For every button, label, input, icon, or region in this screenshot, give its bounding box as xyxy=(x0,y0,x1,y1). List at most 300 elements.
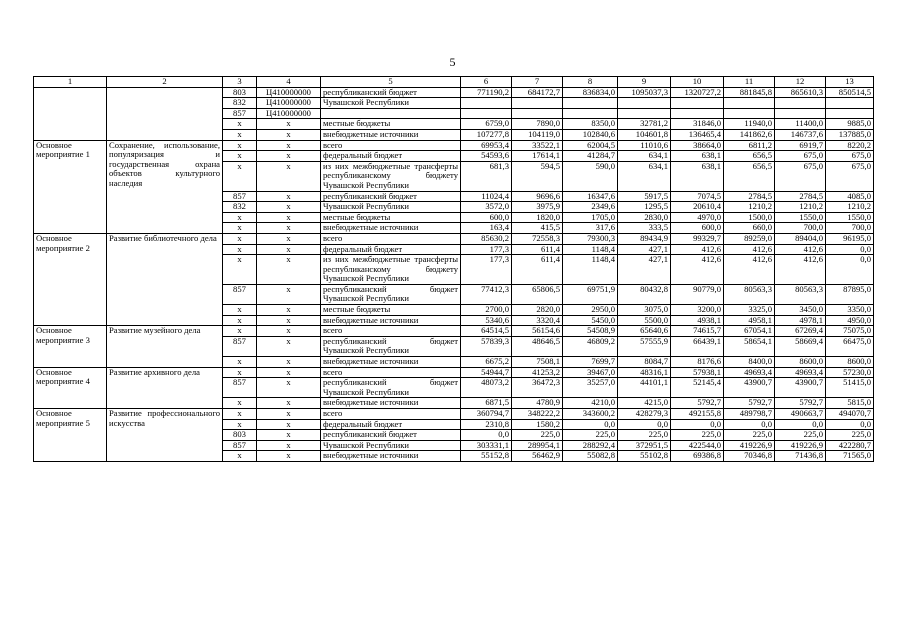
value-cell: 71565,0 xyxy=(826,451,874,462)
value-cell: 36472,3 xyxy=(512,378,563,398)
value-cell: 57839,3 xyxy=(461,336,512,356)
funding-source-cell: республиканский бюджет Чувашской Республики xyxy=(321,284,461,304)
value-cell: 56462,9 xyxy=(512,451,563,462)
value-cell: 1148,4 xyxy=(563,244,618,255)
code-target-cell: х xyxy=(257,129,321,140)
budget-table xyxy=(33,76,874,462)
value-cell: 638,1 xyxy=(671,151,724,162)
value-cell xyxy=(618,98,671,109)
value-cell: 48646,5 xyxy=(512,336,563,356)
code-target-cell: х xyxy=(257,336,321,356)
value-cell: 177,3 xyxy=(461,244,512,255)
code-grbs-cell: х xyxy=(223,419,257,430)
value-cell: 700,0 xyxy=(826,223,874,234)
code-target-cell: х xyxy=(257,398,321,409)
value-cell: 75075,0 xyxy=(826,326,874,337)
code-target-cell: х xyxy=(257,233,321,244)
code-grbs-cell: 803 xyxy=(223,430,257,441)
value-cell: 58654,1 xyxy=(724,336,775,356)
column-header: 8 xyxy=(563,77,618,88)
value-cell: 70346,8 xyxy=(724,451,775,462)
value-cell: 1295,5 xyxy=(618,202,671,213)
value-cell: 39467,0 xyxy=(563,367,618,378)
value-cell: 1550,0 xyxy=(826,212,874,223)
value-cell: 1500,0 xyxy=(724,212,775,223)
value-cell: 427,1 xyxy=(618,244,671,255)
code-target-cell: Ц410000000 xyxy=(257,98,321,109)
code-grbs-cell: 857 xyxy=(223,191,257,202)
value-cell xyxy=(826,108,874,119)
value-cell xyxy=(461,108,512,119)
value-cell xyxy=(775,108,826,119)
table-row xyxy=(34,409,874,420)
code-grbs-cell: х xyxy=(223,244,257,255)
column-header: 5 xyxy=(321,77,461,88)
code-grbs-cell: х xyxy=(223,315,257,326)
value-cell: 104119,0 xyxy=(512,129,563,140)
value-cell: 69751,9 xyxy=(563,284,618,304)
funding-source-cell: местные бюджеты xyxy=(321,212,461,223)
code-target-cell: Ц410000000 xyxy=(257,87,321,98)
code-grbs-cell: х xyxy=(223,129,257,140)
funding-source-cell: местные бюджеты xyxy=(321,305,461,316)
value-cell: 7508,1 xyxy=(512,357,563,368)
value-cell: 8084,7 xyxy=(618,357,671,368)
value-cell: 85630,2 xyxy=(461,233,512,244)
code-target-cell: х xyxy=(257,212,321,223)
code-target-cell: х xyxy=(257,367,321,378)
value-cell xyxy=(512,98,563,109)
value-cell: 0,0 xyxy=(724,419,775,430)
value-cell: 163,4 xyxy=(461,223,512,234)
value-cell: 225,0 xyxy=(724,430,775,441)
value-cell: 675,0 xyxy=(826,161,874,191)
funding-source-cell: всего xyxy=(321,409,461,420)
value-cell: 0,0 xyxy=(618,419,671,430)
value-cell: 656,5 xyxy=(724,161,775,191)
value-cell: 11024,4 xyxy=(461,191,512,202)
column-header: 4 xyxy=(257,77,321,88)
value-cell: 865610,3 xyxy=(775,87,826,98)
value-cell: 675,0 xyxy=(775,161,826,191)
value-cell xyxy=(826,98,874,109)
value-cell: 1210,2 xyxy=(724,202,775,213)
value-cell: 675,0 xyxy=(826,151,874,162)
value-cell: 5340,6 xyxy=(461,315,512,326)
code-grbs-cell: х xyxy=(223,409,257,420)
value-cell: 2310,8 xyxy=(461,419,512,430)
funding-source-cell: республиканский бюджет xyxy=(321,87,461,98)
value-cell: 225,0 xyxy=(618,430,671,441)
value-cell: 0,0 xyxy=(775,419,826,430)
value-cell: 57555,9 xyxy=(618,336,671,356)
table-row xyxy=(34,140,874,151)
value-cell: 11940,0 xyxy=(724,119,775,130)
value-cell: 48316,1 xyxy=(618,367,671,378)
value-cell xyxy=(512,108,563,119)
funding-source-cell: республиканский бюджет Чувашской Республики xyxy=(321,336,461,356)
activity-name-cell xyxy=(34,87,107,140)
value-cell: 20610,4 xyxy=(671,202,724,213)
funding-source-cell: федеральный бюджет xyxy=(321,244,461,255)
value-cell: 41253,2 xyxy=(512,367,563,378)
code-target-cell: х xyxy=(257,284,321,304)
value-cell: 8220,2 xyxy=(826,140,874,151)
column-header: 9 xyxy=(618,77,671,88)
value-cell: 74615,7 xyxy=(671,326,724,337)
value-cell: 66439,1 xyxy=(671,336,724,356)
value-cell: 177,3 xyxy=(461,255,512,285)
funding-source-cell: внебюджетные источники xyxy=(321,223,461,234)
value-cell: 412,6 xyxy=(775,244,826,255)
value-cell: 44101,1 xyxy=(618,378,671,398)
value-cell: 348222,2 xyxy=(512,409,563,420)
code-grbs-cell: х xyxy=(223,151,257,162)
value-cell: 427,1 xyxy=(618,255,671,285)
value-cell: 67269,4 xyxy=(775,326,826,337)
activity-description-cell: Сохранение, использование, популяризация и государственная охрана объектов культурного наследия xyxy=(107,140,223,233)
activity-name-cell: Основное мероприятие 2 xyxy=(34,233,107,325)
value-cell: 89404,0 xyxy=(775,233,826,244)
value-cell: 415,5 xyxy=(512,223,563,234)
funding-source-cell: республиканский бюджет xyxy=(321,191,461,202)
value-cell: 836834,0 xyxy=(563,87,618,98)
code-grbs-cell: х xyxy=(223,223,257,234)
code-target-cell: х xyxy=(257,419,321,430)
code-target-cell: х xyxy=(257,244,321,255)
code-grbs-cell: х xyxy=(223,451,257,462)
code-grbs-cell: х xyxy=(223,161,257,191)
value-cell: 5792,7 xyxy=(775,398,826,409)
value-cell: 41284,7 xyxy=(563,151,618,162)
code-target-cell: х xyxy=(257,151,321,162)
value-cell: 57230,0 xyxy=(826,367,874,378)
value-cell xyxy=(563,98,618,109)
value-cell: 11400,0 xyxy=(775,119,826,130)
value-cell: 0,0 xyxy=(461,430,512,441)
value-cell: 372951,5 xyxy=(618,440,671,451)
code-target-cell: х xyxy=(257,140,321,151)
column-header: 7 xyxy=(512,77,563,88)
funding-source-cell: всего xyxy=(321,140,461,151)
value-cell: 489798,7 xyxy=(724,409,775,420)
page-number: 5 xyxy=(449,55,456,69)
value-cell xyxy=(775,98,826,109)
funding-source-cell: федеральный бюджет xyxy=(321,151,461,162)
value-cell: 2700,0 xyxy=(461,305,512,316)
value-cell: 3075,0 xyxy=(618,305,671,316)
value-cell: 33522,1 xyxy=(512,140,563,151)
value-cell: 594,5 xyxy=(512,161,563,191)
value-cell: 419226,9 xyxy=(724,440,775,451)
value-cell: 46809,2 xyxy=(563,336,618,356)
value-cell: 412,6 xyxy=(671,255,724,285)
value-cell xyxy=(724,98,775,109)
value-cell: 67054,1 xyxy=(724,326,775,337)
value-cell: 0,0 xyxy=(826,419,874,430)
value-cell: 54508,9 xyxy=(563,326,618,337)
value-cell: 4938,1 xyxy=(671,315,724,326)
value-cell: 54944,7 xyxy=(461,367,512,378)
column-header: 11 xyxy=(724,77,775,88)
funding-source-cell: всего xyxy=(321,233,461,244)
value-cell: 6871,5 xyxy=(461,398,512,409)
code-target-cell: х xyxy=(257,357,321,368)
value-cell: 5815,0 xyxy=(826,398,874,409)
column-header: 13 xyxy=(826,77,874,88)
funding-source-cell: Чувашской Республики xyxy=(321,202,461,213)
value-cell: 1550,0 xyxy=(775,212,826,223)
code-target-cell: х xyxy=(257,119,321,130)
value-cell: 65806,5 xyxy=(512,284,563,304)
funding-source-cell: республиканский бюджет xyxy=(321,430,461,441)
value-cell: 31846,0 xyxy=(671,119,724,130)
value-cell: 419226,9 xyxy=(775,440,826,451)
table-row xyxy=(34,87,874,98)
funding-source-cell: всего xyxy=(321,367,461,378)
value-cell: 6811,2 xyxy=(724,140,775,151)
value-cell: 303331,1 xyxy=(461,440,512,451)
value-cell: 2820,0 xyxy=(512,305,563,316)
code-target-cell: х xyxy=(257,191,321,202)
value-cell: 56154,6 xyxy=(512,326,563,337)
value-cell: 79300,3 xyxy=(563,233,618,244)
activity-name-cell: Основное мероприятие 1 xyxy=(34,140,107,233)
value-cell: 43900,7 xyxy=(775,378,826,398)
code-grbs-cell: 857 xyxy=(223,284,257,304)
value-cell: 51415,0 xyxy=(826,378,874,398)
code-grbs-cell: 857 xyxy=(223,336,257,356)
value-cell: 80563,3 xyxy=(724,284,775,304)
code-grbs-cell: х xyxy=(223,233,257,244)
value-cell: 8600,0 xyxy=(826,357,874,368)
value-cell: 52145,4 xyxy=(671,378,724,398)
code-target-cell: х xyxy=(257,378,321,398)
value-cell: 634,1 xyxy=(618,151,671,162)
value-cell: 4978,1 xyxy=(775,315,826,326)
value-cell: 600,0 xyxy=(671,223,724,234)
value-cell xyxy=(461,98,512,109)
value-cell: 90779,0 xyxy=(671,284,724,304)
value-cell: 492155,8 xyxy=(671,409,724,420)
value-cell: 656,5 xyxy=(724,151,775,162)
code-grbs-cell: х xyxy=(223,119,257,130)
table-row xyxy=(34,326,874,337)
value-cell: 6759,0 xyxy=(461,119,512,130)
value-cell: 225,0 xyxy=(826,430,874,441)
funding-source-cell: Чувашской Республики xyxy=(321,440,461,451)
value-cell: 771190,2 xyxy=(461,87,512,98)
value-cell: 1148,4 xyxy=(563,255,618,285)
code-target-cell: Ц410000000 xyxy=(257,108,321,119)
value-cell: 494070,7 xyxy=(826,409,874,420)
activity-description-cell: Развитие библиотечного дела xyxy=(107,233,223,325)
code-target-cell: х xyxy=(257,451,321,462)
activity-name-cell: Основное мероприятие 3 xyxy=(34,326,107,367)
value-cell xyxy=(618,108,671,119)
value-cell: 102840,6 xyxy=(563,129,618,140)
value-cell: 3200,0 xyxy=(671,305,724,316)
value-cell xyxy=(671,98,724,109)
value-cell: 5917,5 xyxy=(618,191,671,202)
value-cell: 66475,0 xyxy=(826,336,874,356)
code-grbs-cell: 832 xyxy=(223,98,257,109)
value-cell: 7890,0 xyxy=(512,119,563,130)
value-cell: 3325,0 xyxy=(724,305,775,316)
value-cell: 881845,8 xyxy=(724,87,775,98)
code-target-cell: х xyxy=(257,326,321,337)
value-cell: 2349,6 xyxy=(563,202,618,213)
code-target-cell: х xyxy=(257,161,321,191)
funding-source-cell: федеральный бюджет xyxy=(321,419,461,430)
value-cell: 80432,8 xyxy=(618,284,671,304)
value-cell: 5792,7 xyxy=(724,398,775,409)
value-cell: 3320,4 xyxy=(512,315,563,326)
code-grbs-cell: х xyxy=(223,367,257,378)
value-cell: 6675,2 xyxy=(461,357,512,368)
value-cell: 49693,4 xyxy=(775,367,826,378)
value-cell: 3975,9 xyxy=(512,202,563,213)
value-cell: 55102,8 xyxy=(618,451,671,462)
value-cell: 3350,0 xyxy=(826,305,874,316)
funding-source-cell: внебюджетные источники xyxy=(321,451,461,462)
value-cell: 99329,7 xyxy=(671,233,724,244)
value-cell: 16347,6 xyxy=(563,191,618,202)
value-cell: 80563,3 xyxy=(775,284,826,304)
value-cell: 634,1 xyxy=(618,161,671,191)
value-cell: 4215,0 xyxy=(618,398,671,409)
value-cell: 96195,0 xyxy=(826,233,874,244)
value-cell: 1820,0 xyxy=(512,212,563,223)
value-cell: 412,6 xyxy=(775,255,826,285)
value-cell: 4950,0 xyxy=(826,315,874,326)
value-cell: 77412,3 xyxy=(461,284,512,304)
value-cell: 7699,7 xyxy=(563,357,618,368)
code-grbs-cell: 832 xyxy=(223,202,257,213)
value-cell: 8600,0 xyxy=(775,357,826,368)
value-cell: 141862,6 xyxy=(724,129,775,140)
column-header: 10 xyxy=(671,77,724,88)
value-cell xyxy=(563,108,618,119)
code-grbs-cell: х xyxy=(223,326,257,337)
activity-description-cell: Развитие музейного дела xyxy=(107,326,223,367)
activity-description-cell: Развитие профессионального искусства xyxy=(107,409,223,462)
code-grbs-cell: х xyxy=(223,140,257,151)
activity-name-cell: Основное мероприятие 5 xyxy=(34,409,107,462)
value-cell: 8350,0 xyxy=(563,119,618,130)
value-cell: 2784,5 xyxy=(775,191,826,202)
value-cell: 104601,8 xyxy=(618,129,671,140)
value-cell: 5500,0 xyxy=(618,315,671,326)
value-cell: 8400,0 xyxy=(724,357,775,368)
value-cell: 289954,1 xyxy=(512,440,563,451)
code-target-cell: х xyxy=(257,255,321,285)
value-cell: 137885,0 xyxy=(826,129,874,140)
code-grbs-cell: х xyxy=(223,212,257,223)
value-cell: 9696,6 xyxy=(512,191,563,202)
funding-source-cell: из них межбюджетные трансферты республиканскому бюджету Чувашской Республики xyxy=(321,255,461,285)
value-cell: 11010,6 xyxy=(618,140,671,151)
value-cell: 428279,3 xyxy=(618,409,671,420)
value-cell: 87895,0 xyxy=(826,284,874,304)
value-cell: 49693,4 xyxy=(724,367,775,378)
funding-source-cell: внебюджетные источники xyxy=(321,129,461,140)
value-cell: 317,6 xyxy=(563,223,618,234)
value-cell: 638,1 xyxy=(671,161,724,191)
value-cell: 225,0 xyxy=(671,430,724,441)
value-cell: 1095037,3 xyxy=(618,87,671,98)
code-grbs-cell: 857 xyxy=(223,378,257,398)
value-cell: 2784,5 xyxy=(724,191,775,202)
value-cell: 43900,7 xyxy=(724,378,775,398)
value-cell: 69953,4 xyxy=(461,140,512,151)
value-cell: 5792,7 xyxy=(671,398,724,409)
value-cell: 225,0 xyxy=(775,430,826,441)
value-cell: 146737,6 xyxy=(775,129,826,140)
value-cell: 1210,2 xyxy=(775,202,826,213)
column-header: 1 xyxy=(34,77,107,88)
funding-source-cell: республиканский бюджет Чувашской Республики xyxy=(321,378,461,398)
value-cell: 850514,5 xyxy=(826,87,874,98)
activity-name-cell: Основное мероприятие 4 xyxy=(34,367,107,408)
code-grbs-cell: х xyxy=(223,398,257,409)
funding-source-cell: всего xyxy=(321,326,461,337)
value-cell: 600,0 xyxy=(461,212,512,223)
code-grbs-cell: х xyxy=(223,357,257,368)
value-cell: 17614,1 xyxy=(512,151,563,162)
value-cell: 343600,2 xyxy=(563,409,618,420)
value-cell: 490663,7 xyxy=(775,409,826,420)
value-cell: 9885,0 xyxy=(826,119,874,130)
activity-description-cell xyxy=(107,87,223,140)
column-header: 6 xyxy=(461,77,512,88)
value-cell: 0,0 xyxy=(826,255,874,285)
funding-source-cell: Чувашской Республики xyxy=(321,98,461,109)
value-cell: 71436,8 xyxy=(775,451,826,462)
value-cell: 32781,2 xyxy=(618,119,671,130)
value-cell: 38664,0 xyxy=(671,140,724,151)
code-grbs-cell: 857 xyxy=(223,440,257,451)
value-cell: 136465,4 xyxy=(671,129,724,140)
value-cell xyxy=(671,108,724,119)
column-header: 2 xyxy=(107,77,223,88)
value-cell: 35257,0 xyxy=(563,378,618,398)
value-cell: 89434,9 xyxy=(618,233,671,244)
value-cell: 700,0 xyxy=(775,223,826,234)
value-cell: 55152,8 xyxy=(461,451,512,462)
activity-description-cell: Развитие архивного дела xyxy=(107,367,223,408)
code-grbs-cell: 857 xyxy=(223,108,257,119)
funding-source-cell xyxy=(321,108,461,119)
value-cell xyxy=(724,108,775,119)
code-grbs-cell: х xyxy=(223,305,257,316)
value-cell: 58669,4 xyxy=(775,336,826,356)
value-cell: 4210,0 xyxy=(563,398,618,409)
value-cell: 288292,4 xyxy=(563,440,618,451)
value-cell: 412,6 xyxy=(724,255,775,285)
value-cell: 611,4 xyxy=(512,244,563,255)
code-target-cell: х xyxy=(257,315,321,326)
value-cell: 4958,1 xyxy=(724,315,775,326)
column-header: 12 xyxy=(775,77,826,88)
value-cell: 1580,2 xyxy=(512,419,563,430)
value-cell: 48073,2 xyxy=(461,378,512,398)
value-cell: 107277,8 xyxy=(461,129,512,140)
value-cell: 6919,7 xyxy=(775,140,826,151)
code-grbs-cell: х xyxy=(223,255,257,285)
value-cell: 64514,5 xyxy=(461,326,512,337)
value-cell: 422544,0 xyxy=(671,440,724,451)
